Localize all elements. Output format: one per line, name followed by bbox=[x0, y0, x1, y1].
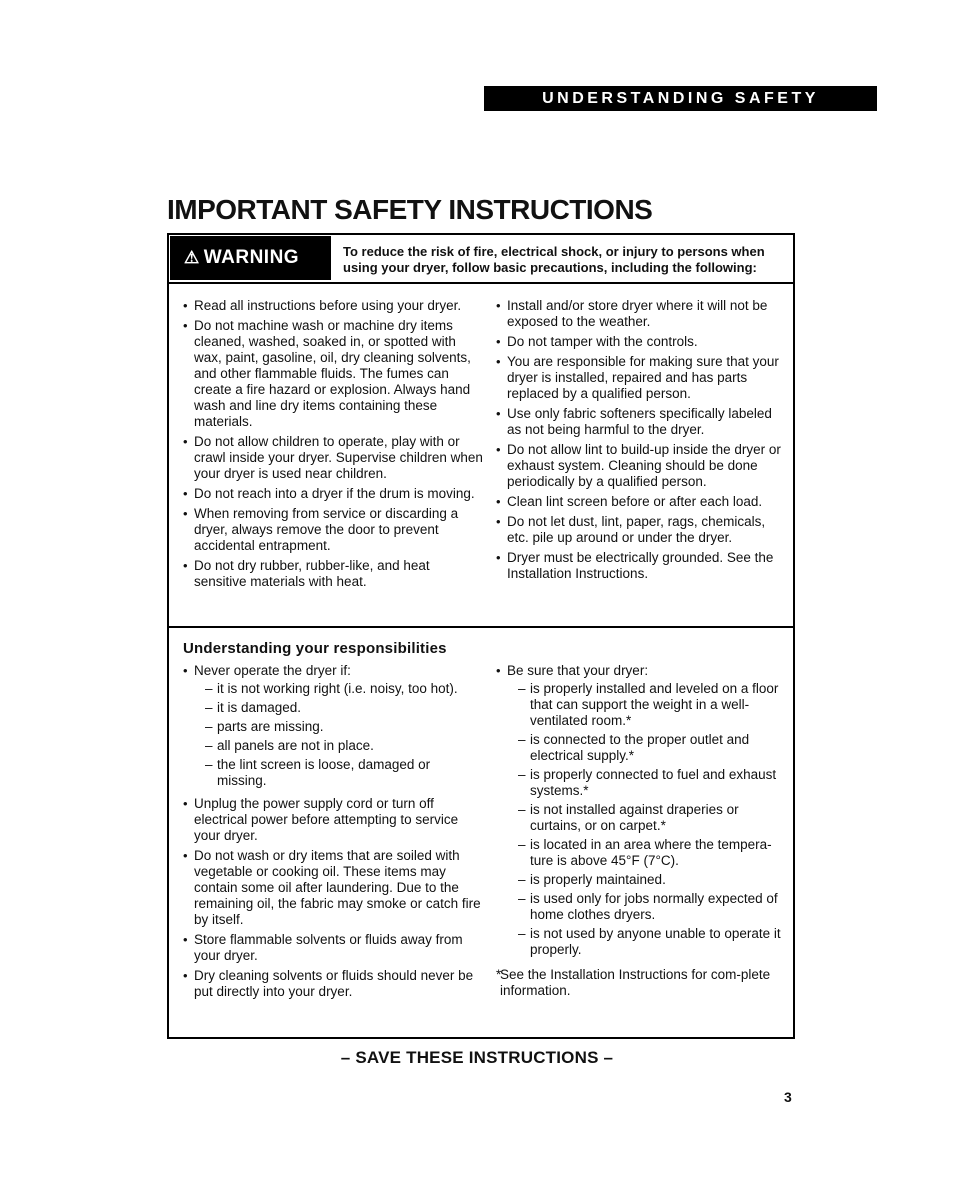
warning-badge bbox=[170, 236, 331, 280]
save-instructions: – SAVE THESE INSTRUCTIONS – bbox=[340, 1048, 614, 1067]
sub-list-item: – parts are missing. bbox=[205, 719, 324, 734]
sub-list-item: – is not used by anyone unable to operate it properly. bbox=[518, 926, 781, 957]
list-item: • Clean lint screen before or after each load. bbox=[496, 494, 763, 509]
safety-list-right bbox=[496, 298, 786, 586]
list-item: • When removing from service or discarding a dryer, always remove the door to prevent accidental entrapment. bbox=[183, 506, 459, 553]
sub-list-item: – the lint screen is loose, damaged or missing. bbox=[205, 757, 431, 788]
footnote-marker: * bbox=[496, 967, 502, 982]
list-item: • Dry cleaning solvents or fluids should never be put directly into your dryer. bbox=[183, 968, 474, 999]
sub-list-item: – is not installed against draperies or curtains, or on carpet.* bbox=[518, 802, 739, 833]
list-item: • Do not allow children to operate, play with or crawl inside your dryer. Supervise children when your dryer is used near children. bbox=[183, 434, 483, 481]
page-title: IMPORTANT SAFETY INSTRUCTIONS bbox=[167, 194, 653, 225]
list-item: • You are responsible for making sure that your dryer is installed, repaired and has parts replaced by a qualified person. bbox=[496, 354, 779, 401]
list-item: • Store flammable solvents or fluids away from your dryer. bbox=[183, 932, 463, 963]
list-item: • Be sure that your dryer: – is properly installed and leveled on a floor that can support the weight in a well-ventilated room.* – is connected to the proper outlet and electrical supply.* – is properly connected to fuel and exhaust systems.* – is not installed against draperies or curtains, or on carpet.* – is located in an area where the tempera-ture is above 45°F (7°C). – is properly maintained. – is used only for jobs normally expected of home clothes dryers. – is not used by anyone unable to operate it properly. bbox=[496, 663, 786, 961]
responsibilities-heading: Understanding your responsibilities bbox=[183, 640, 447, 657]
list-item: • Never operate the dryer if: – it is not working right (i.e. noisy, too hot). – it is damaged. – parts are missing. – all panels are not in place. – the lint screen is loose, damaged or missing. bbox=[183, 663, 483, 792]
sub-list bbox=[518, 681, 786, 958]
divider bbox=[169, 626, 793, 628]
list-item: • Dryer must be electrically grounded. See the Installation Instructions. bbox=[496, 550, 774, 581]
footnote bbox=[496, 967, 786, 999]
list-item: • Unplug the power supply cord or turn off electrical power before attempting to service your dryer. bbox=[183, 796, 459, 843]
list-item: • Do not dry rubber, rubber-like, and heat sensitive materials with heat. bbox=[183, 558, 430, 589]
section-banner: UNDERSTANDING SAFETY bbox=[484, 86, 877, 111]
list-item: • Use only fabric softeners specifically labeled as not being harmful to the dryer. bbox=[496, 406, 772, 437]
warning-label: WARNING bbox=[203, 247, 300, 268]
responsibilities-right bbox=[496, 663, 786, 999]
sub-list-item: – it is damaged. bbox=[205, 700, 302, 715]
warning-text: To reduce the risk of fire, electrical shock, or injury to persons when using your dryer, follow basic precautions, including the following: bbox=[343, 244, 765, 275]
list-item: • Do not let dust, lint, paper, rags, chemicals, etc. pile up around or under the dryer. bbox=[496, 514, 766, 545]
sub-list-item: – is connected to the proper outlet and electrical supply.* bbox=[518, 732, 750, 763]
divider bbox=[169, 282, 793, 284]
safety-box bbox=[167, 233, 795, 1039]
responsibilities-left bbox=[183, 663, 483, 1004]
page-number: 3 bbox=[784, 1089, 792, 1105]
list-item: • Install and/or store dryer where it will not be exposed to the weather. bbox=[496, 298, 768, 329]
list-item: • Read all instructions before using your dryer. bbox=[183, 298, 462, 313]
list-item: • Do not reach into a dryer if the drum is moving. bbox=[183, 486, 475, 501]
list-item: • Do not allow lint to build-up inside the dryer or exhaust system. Cleaning should be done periodically by a qualified person. bbox=[496, 442, 781, 489]
sub-list bbox=[205, 681, 483, 789]
sub-list-item: – is properly connected to fuel and exhaust systems.* bbox=[518, 767, 777, 798]
sub-list-item: – all panels are not in place. bbox=[205, 738, 374, 753]
sub-list-item: – is properly installed and leveled on a floor that can support the weight in a well-ventilated room.* bbox=[518, 681, 779, 728]
warning-triangle-icon: ⚠ bbox=[184, 248, 200, 267]
list-item: • Do not tamper with the controls. bbox=[496, 334, 698, 349]
safety-list-left bbox=[183, 298, 483, 594]
sub-list-item: – it is not working right (i.e. noisy, too hot). bbox=[205, 681, 458, 696]
sub-list-item: – is located in an area where the tempera-ture is above 45°F (7°C). bbox=[518, 837, 772, 868]
list-item: • Do not wash or dry items that are soiled with vegetable or cooking oil. These items may contain some oil after laundering. Due to the remaining oil, the fabric may smoke or catch fire by itself. bbox=[183, 848, 481, 927]
sub-list-item: – is properly maintained. bbox=[518, 872, 666, 887]
list-item: • Do not machine wash or machine dry items cleaned, washed, soaked in, or spotted with wax, paint, gasoline, oil, dry cleaning solvents, and other flammable fluids. The fumes can create a fire hazard or explosion. Always hand wash and line dry items containing these materials. bbox=[183, 318, 471, 429]
footnote-text: See the Installation Instructions for com-plete information. bbox=[500, 967, 771, 998]
sub-list-item: – is used only for jobs normally expected of home clothes dryers. bbox=[518, 891, 778, 922]
